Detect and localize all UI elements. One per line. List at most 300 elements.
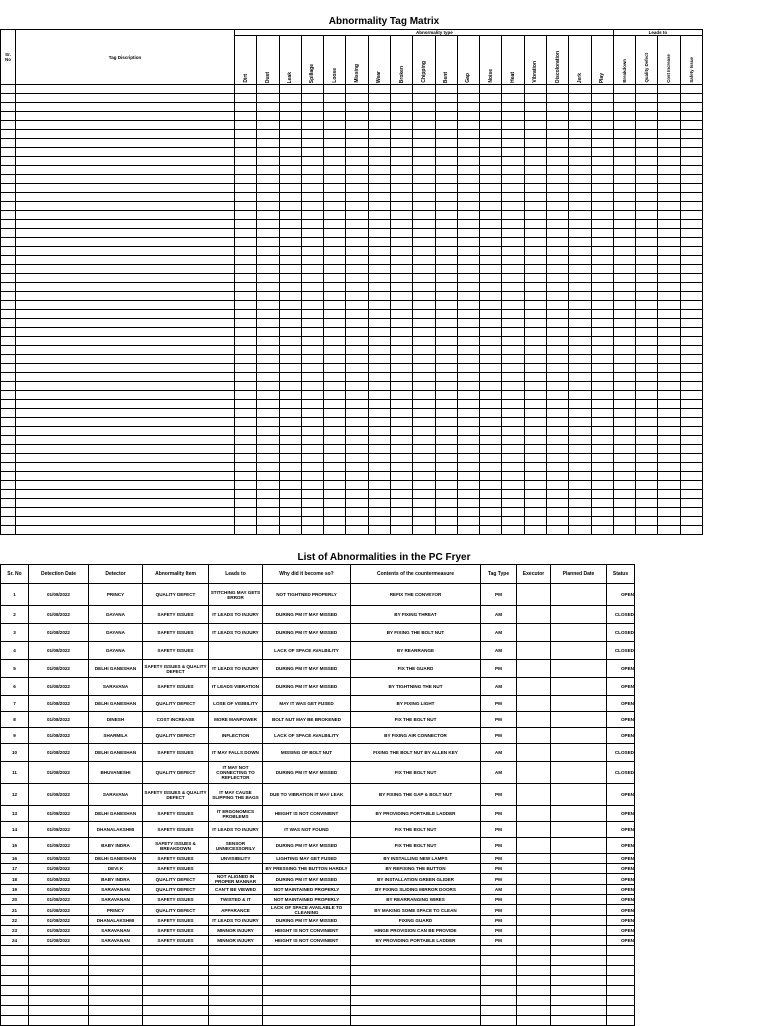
matrix-cell[interactable] xyxy=(346,427,368,436)
matrix-cell[interactable] xyxy=(279,454,301,463)
matrix-cell[interactable] xyxy=(680,418,702,427)
matrix-cell[interactable] xyxy=(502,130,524,139)
matrix-cell[interactable] xyxy=(636,85,658,94)
matrix-cell[interactable] xyxy=(390,139,412,148)
matrix-cell[interactable] xyxy=(524,157,546,166)
matrix-cell[interactable] xyxy=(435,148,457,157)
matrix-cell[interactable] xyxy=(368,85,390,94)
matrix-cell[interactable] xyxy=(301,121,323,130)
matrix-cell[interactable] xyxy=(613,157,635,166)
matrix-cell[interactable] xyxy=(457,220,479,229)
matrix-cell[interactable] xyxy=(257,328,279,337)
matrix-cell[interactable] xyxy=(457,157,479,166)
matrix-cell[interactable] xyxy=(235,526,257,535)
matrix-cell[interactable] xyxy=(502,112,524,121)
list-empty-cell[interactable] xyxy=(551,946,607,956)
matrix-cell[interactable] xyxy=(413,130,435,139)
matrix-cell[interactable] xyxy=(524,517,546,526)
matrix-cell[interactable] xyxy=(368,229,390,238)
matrix-cell[interactable] xyxy=(413,409,435,418)
matrix-cell[interactable] xyxy=(16,364,235,373)
matrix-cell[interactable] xyxy=(546,391,568,400)
list-empty-cell[interactable] xyxy=(351,956,481,966)
matrix-cell[interactable] xyxy=(480,157,502,166)
matrix-cell[interactable] xyxy=(324,481,346,490)
matrix-cell[interactable] xyxy=(1,238,16,247)
matrix-cell[interactable] xyxy=(235,472,257,481)
matrix-cell[interactable] xyxy=(502,247,524,256)
matrix-cell[interactable] xyxy=(16,175,235,184)
matrix-cell[interactable] xyxy=(457,526,479,535)
matrix-cell[interactable] xyxy=(16,238,235,247)
matrix-cell[interactable] xyxy=(368,238,390,247)
matrix-cell[interactable] xyxy=(301,220,323,229)
matrix-cell[interactable] xyxy=(390,418,412,427)
matrix-cell[interactable] xyxy=(368,445,390,454)
matrix-cell[interactable] xyxy=(324,247,346,256)
matrix-cell[interactable] xyxy=(502,283,524,292)
matrix-cell[interactable] xyxy=(390,391,412,400)
matrix-cell[interactable] xyxy=(636,355,658,364)
matrix-cell[interactable] xyxy=(457,121,479,130)
matrix-cell[interactable] xyxy=(680,517,702,526)
matrix-cell[interactable] xyxy=(680,283,702,292)
list-empty-cell[interactable] xyxy=(481,986,517,996)
matrix-cell[interactable] xyxy=(546,103,568,112)
matrix-cell[interactable] xyxy=(613,166,635,175)
matrix-cell[interactable] xyxy=(16,166,235,175)
matrix-cell[interactable] xyxy=(613,319,635,328)
matrix-cell[interactable] xyxy=(546,364,568,373)
matrix-cell[interactable] xyxy=(569,130,591,139)
matrix-cell[interactable] xyxy=(368,409,390,418)
matrix-cell[interactable] xyxy=(591,418,613,427)
list-empty-cell[interactable] xyxy=(481,966,517,976)
matrix-cell[interactable] xyxy=(680,472,702,481)
matrix-cell[interactable] xyxy=(257,103,279,112)
matrix-cell[interactable] xyxy=(546,409,568,418)
matrix-cell[interactable] xyxy=(368,355,390,364)
matrix-cell[interactable] xyxy=(235,202,257,211)
matrix-cell[interactable] xyxy=(591,499,613,508)
matrix-cell[interactable] xyxy=(1,166,16,175)
matrix-cell[interactable] xyxy=(257,490,279,499)
matrix-cell[interactable] xyxy=(235,220,257,229)
matrix-cell[interactable] xyxy=(279,94,301,103)
list-empty-cell[interactable] xyxy=(29,956,89,966)
matrix-cell[interactable] xyxy=(524,418,546,427)
matrix-cell[interactable] xyxy=(346,85,368,94)
matrix-cell[interactable] xyxy=(368,121,390,130)
matrix-cell[interactable] xyxy=(569,481,591,490)
matrix-cell[interactable] xyxy=(480,148,502,157)
matrix-cell[interactable] xyxy=(235,391,257,400)
matrix-cell[interactable] xyxy=(1,103,16,112)
matrix-cell[interactable] xyxy=(502,445,524,454)
matrix-cell[interactable] xyxy=(658,193,680,202)
matrix-cell[interactable] xyxy=(16,283,235,292)
list-empty-cell[interactable] xyxy=(263,986,351,996)
matrix-cell[interactable] xyxy=(1,409,16,418)
matrix-cell[interactable] xyxy=(16,337,235,346)
list-empty-cell[interactable] xyxy=(263,1006,351,1016)
matrix-cell[interactable] xyxy=(524,427,546,436)
matrix-cell[interactable] xyxy=(502,157,524,166)
matrix-cell[interactable] xyxy=(569,247,591,256)
list-empty-cell[interactable] xyxy=(263,996,351,1006)
matrix-cell[interactable] xyxy=(636,517,658,526)
matrix-cell[interactable] xyxy=(346,373,368,382)
matrix-cell[interactable] xyxy=(569,454,591,463)
matrix-cell[interactable] xyxy=(301,400,323,409)
matrix-cell[interactable] xyxy=(546,481,568,490)
matrix-cell[interactable] xyxy=(636,526,658,535)
matrix-cell[interactable] xyxy=(435,409,457,418)
matrix-cell[interactable] xyxy=(658,112,680,121)
matrix-cell[interactable] xyxy=(591,328,613,337)
matrix-cell[interactable] xyxy=(636,184,658,193)
matrix-cell[interactable] xyxy=(680,202,702,211)
matrix-cell[interactable] xyxy=(435,292,457,301)
matrix-cell[interactable] xyxy=(16,157,235,166)
matrix-cell[interactable] xyxy=(680,355,702,364)
matrix-cell[interactable] xyxy=(457,409,479,418)
matrix-cell[interactable] xyxy=(235,256,257,265)
matrix-cell[interactable] xyxy=(480,445,502,454)
matrix-cell[interactable] xyxy=(680,319,702,328)
matrix-cell[interactable] xyxy=(658,346,680,355)
matrix-cell[interactable] xyxy=(324,499,346,508)
matrix-cell[interactable] xyxy=(658,247,680,256)
matrix-cell[interactable] xyxy=(279,346,301,355)
list-empty-cell[interactable] xyxy=(517,946,551,956)
matrix-cell[interactable] xyxy=(480,499,502,508)
matrix-cell[interactable] xyxy=(324,130,346,139)
matrix-cell[interactable] xyxy=(16,103,235,112)
matrix-cell[interactable] xyxy=(324,526,346,535)
matrix-cell[interactable] xyxy=(346,121,368,130)
matrix-cell[interactable] xyxy=(658,229,680,238)
matrix-cell[interactable] xyxy=(324,346,346,355)
matrix-cell[interactable] xyxy=(16,499,235,508)
list-empty-cell[interactable] xyxy=(29,996,89,1006)
matrix-cell[interactable] xyxy=(591,211,613,220)
matrix-cell[interactable] xyxy=(524,454,546,463)
matrix-cell[interactable] xyxy=(680,139,702,148)
matrix-cell[interactable] xyxy=(680,391,702,400)
matrix-cell[interactable] xyxy=(435,103,457,112)
matrix-cell[interactable] xyxy=(279,292,301,301)
matrix-cell[interactable] xyxy=(546,463,568,472)
matrix-cell[interactable] xyxy=(346,400,368,409)
matrix-cell[interactable] xyxy=(279,184,301,193)
matrix-cell[interactable] xyxy=(16,391,235,400)
matrix-cell[interactable] xyxy=(301,328,323,337)
matrix-cell[interactable] xyxy=(301,463,323,472)
matrix-cell[interactable] xyxy=(636,427,658,436)
matrix-cell[interactable] xyxy=(346,346,368,355)
matrix-cell[interactable] xyxy=(502,346,524,355)
matrix-cell[interactable] xyxy=(235,400,257,409)
matrix-cell[interactable] xyxy=(16,472,235,481)
matrix-cell[interactable] xyxy=(16,346,235,355)
matrix-cell[interactable] xyxy=(368,220,390,229)
matrix-cell[interactable] xyxy=(279,256,301,265)
matrix-cell[interactable] xyxy=(279,355,301,364)
matrix-cell[interactable] xyxy=(324,427,346,436)
matrix-cell[interactable] xyxy=(16,274,235,283)
matrix-cell[interactable] xyxy=(636,346,658,355)
matrix-cell[interactable] xyxy=(16,211,235,220)
matrix-cell[interactable] xyxy=(324,319,346,328)
matrix-cell[interactable] xyxy=(435,184,457,193)
matrix-cell[interactable] xyxy=(546,490,568,499)
matrix-cell[interactable] xyxy=(1,391,16,400)
matrix-cell[interactable] xyxy=(16,517,235,526)
matrix-cell[interactable] xyxy=(235,301,257,310)
matrix-cell[interactable] xyxy=(636,436,658,445)
matrix-cell[interactable] xyxy=(636,130,658,139)
matrix-cell[interactable] xyxy=(324,445,346,454)
matrix-cell[interactable] xyxy=(480,517,502,526)
matrix-cell[interactable] xyxy=(658,418,680,427)
matrix-cell[interactable] xyxy=(1,355,16,364)
matrix-cell[interactable] xyxy=(480,139,502,148)
matrix-cell[interactable] xyxy=(524,436,546,445)
matrix-cell[interactable] xyxy=(257,418,279,427)
matrix-cell[interactable] xyxy=(301,382,323,391)
matrix-cell[interactable] xyxy=(413,463,435,472)
matrix-cell[interactable] xyxy=(346,490,368,499)
matrix-cell[interactable] xyxy=(658,148,680,157)
matrix-cell[interactable] xyxy=(301,454,323,463)
matrix-cell[interactable] xyxy=(636,247,658,256)
matrix-cell[interactable] xyxy=(591,346,613,355)
matrix-cell[interactable] xyxy=(658,202,680,211)
matrix-cell[interactable] xyxy=(680,436,702,445)
matrix-cell[interactable] xyxy=(480,337,502,346)
matrix-cell[interactable] xyxy=(435,229,457,238)
matrix-cell[interactable] xyxy=(658,319,680,328)
matrix-cell[interactable] xyxy=(613,274,635,283)
matrix-cell[interactable] xyxy=(413,175,435,184)
matrix-cell[interactable] xyxy=(413,193,435,202)
matrix-cell[interactable] xyxy=(1,472,16,481)
matrix-cell[interactable] xyxy=(390,364,412,373)
matrix-cell[interactable] xyxy=(324,337,346,346)
matrix-cell[interactable] xyxy=(346,94,368,103)
matrix-cell[interactable] xyxy=(524,211,546,220)
matrix-cell[interactable] xyxy=(569,463,591,472)
matrix-cell[interactable] xyxy=(16,490,235,499)
list-empty-cell[interactable] xyxy=(143,976,209,986)
matrix-cell[interactable] xyxy=(680,364,702,373)
list-empty-cell[interactable] xyxy=(517,996,551,1006)
matrix-cell[interactable] xyxy=(524,391,546,400)
matrix-cell[interactable] xyxy=(524,238,546,247)
matrix-cell[interactable] xyxy=(658,220,680,229)
matrix-cell[interactable] xyxy=(1,283,16,292)
matrix-cell[interactable] xyxy=(324,202,346,211)
matrix-cell[interactable] xyxy=(546,373,568,382)
matrix-cell[interactable] xyxy=(435,328,457,337)
matrix-cell[interactable] xyxy=(457,436,479,445)
matrix-cell[interactable] xyxy=(480,526,502,535)
matrix-cell[interactable] xyxy=(301,364,323,373)
matrix-cell[interactable] xyxy=(235,283,257,292)
matrix-cell[interactable] xyxy=(257,220,279,229)
matrix-cell[interactable] xyxy=(524,526,546,535)
matrix-cell[interactable] xyxy=(613,283,635,292)
matrix-cell[interactable] xyxy=(502,382,524,391)
matrix-cell[interactable] xyxy=(457,94,479,103)
matrix-cell[interactable] xyxy=(613,184,635,193)
matrix-cell[interactable] xyxy=(613,526,635,535)
list-empty-cell[interactable] xyxy=(209,946,263,956)
matrix-cell[interactable] xyxy=(457,211,479,220)
matrix-cell[interactable] xyxy=(346,112,368,121)
matrix-cell[interactable] xyxy=(680,130,702,139)
matrix-cell[interactable] xyxy=(502,418,524,427)
matrix-cell[interactable] xyxy=(235,454,257,463)
matrix-cell[interactable] xyxy=(346,499,368,508)
matrix-cell[interactable] xyxy=(301,193,323,202)
list-empty-cell[interactable] xyxy=(517,976,551,986)
matrix-cell[interactable] xyxy=(457,292,479,301)
list-empty-cell[interactable] xyxy=(551,996,607,1006)
matrix-cell[interactable] xyxy=(502,463,524,472)
matrix-cell[interactable] xyxy=(680,265,702,274)
matrix-cell[interactable] xyxy=(480,454,502,463)
matrix-cell[interactable] xyxy=(502,355,524,364)
matrix-cell[interactable] xyxy=(346,472,368,481)
matrix-cell[interactable] xyxy=(390,472,412,481)
list-empty-cell[interactable] xyxy=(551,956,607,966)
matrix-cell[interactable] xyxy=(235,166,257,175)
matrix-cell[interactable] xyxy=(413,157,435,166)
matrix-cell[interactable] xyxy=(435,526,457,535)
matrix-cell[interactable] xyxy=(235,436,257,445)
matrix-cell[interactable] xyxy=(480,409,502,418)
matrix-cell[interactable] xyxy=(457,85,479,94)
matrix-cell[interactable] xyxy=(569,265,591,274)
matrix-cell[interactable] xyxy=(613,391,635,400)
matrix-cell[interactable] xyxy=(346,328,368,337)
matrix-cell[interactable] xyxy=(324,490,346,499)
matrix-cell[interactable] xyxy=(413,364,435,373)
matrix-cell[interactable] xyxy=(257,229,279,238)
list-empty-cell[interactable] xyxy=(143,966,209,976)
list-empty-cell[interactable] xyxy=(481,996,517,1006)
matrix-cell[interactable] xyxy=(368,184,390,193)
matrix-cell[interactable] xyxy=(546,310,568,319)
matrix-cell[interactable] xyxy=(257,427,279,436)
matrix-cell[interactable] xyxy=(435,319,457,328)
matrix-cell[interactable] xyxy=(368,499,390,508)
matrix-cell[interactable] xyxy=(457,301,479,310)
matrix-cell[interactable] xyxy=(457,517,479,526)
matrix-cell[interactable] xyxy=(1,328,16,337)
matrix-cell[interactable] xyxy=(257,85,279,94)
matrix-cell[interactable] xyxy=(457,508,479,517)
matrix-cell[interactable] xyxy=(680,337,702,346)
matrix-cell[interactable] xyxy=(279,436,301,445)
matrix-cell[interactable] xyxy=(257,292,279,301)
matrix-cell[interactable] xyxy=(435,481,457,490)
list-empty-cell[interactable] xyxy=(481,1016,517,1026)
matrix-cell[interactable] xyxy=(480,481,502,490)
matrix-cell[interactable] xyxy=(546,112,568,121)
matrix-cell[interactable] xyxy=(546,499,568,508)
matrix-cell[interactable] xyxy=(480,400,502,409)
matrix-cell[interactable] xyxy=(591,175,613,184)
matrix-cell[interactable] xyxy=(524,364,546,373)
matrix-cell[interactable] xyxy=(279,472,301,481)
matrix-cell[interactable] xyxy=(390,148,412,157)
matrix-cell[interactable] xyxy=(1,94,16,103)
matrix-cell[interactable] xyxy=(658,409,680,418)
matrix-cell[interactable] xyxy=(569,382,591,391)
matrix-cell[interactable] xyxy=(636,382,658,391)
matrix-cell[interactable] xyxy=(680,301,702,310)
matrix-cell[interactable] xyxy=(480,103,502,112)
matrix-cell[interactable] xyxy=(16,94,235,103)
matrix-cell[interactable] xyxy=(658,283,680,292)
matrix-cell[interactable] xyxy=(569,175,591,184)
matrix-cell[interactable] xyxy=(390,265,412,274)
matrix-cell[interactable] xyxy=(680,310,702,319)
matrix-cell[interactable] xyxy=(257,472,279,481)
matrix-cell[interactable] xyxy=(435,256,457,265)
matrix-cell[interactable] xyxy=(680,454,702,463)
matrix-cell[interactable] xyxy=(591,139,613,148)
matrix-cell[interactable] xyxy=(591,310,613,319)
matrix-cell[interactable] xyxy=(235,238,257,247)
matrix-cell[interactable] xyxy=(235,337,257,346)
matrix-cell[interactable] xyxy=(235,229,257,238)
matrix-cell[interactable] xyxy=(368,130,390,139)
matrix-cell[interactable] xyxy=(235,418,257,427)
matrix-cell[interactable] xyxy=(502,481,524,490)
matrix-cell[interactable] xyxy=(279,166,301,175)
matrix-cell[interactable] xyxy=(16,256,235,265)
matrix-cell[interactable] xyxy=(591,103,613,112)
matrix-cell[interactable] xyxy=(636,94,658,103)
matrix-cell[interactable] xyxy=(524,139,546,148)
matrix-cell[interactable] xyxy=(569,418,591,427)
list-empty-cell[interactable] xyxy=(551,1006,607,1016)
matrix-cell[interactable] xyxy=(591,409,613,418)
matrix-cell[interactable] xyxy=(636,166,658,175)
matrix-cell[interactable] xyxy=(368,310,390,319)
matrix-cell[interactable] xyxy=(235,328,257,337)
matrix-cell[interactable] xyxy=(279,112,301,121)
matrix-cell[interactable] xyxy=(658,121,680,130)
matrix-cell[interactable] xyxy=(502,238,524,247)
matrix-cell[interactable] xyxy=(457,346,479,355)
matrix-cell[interactable] xyxy=(346,454,368,463)
matrix-cell[interactable] xyxy=(16,112,235,121)
matrix-cell[interactable] xyxy=(1,175,16,184)
matrix-cell[interactable] xyxy=(658,508,680,517)
matrix-cell[interactable] xyxy=(435,265,457,274)
matrix-cell[interactable] xyxy=(413,292,435,301)
matrix-cell[interactable] xyxy=(390,373,412,382)
matrix-cell[interactable] xyxy=(658,103,680,112)
matrix-cell[interactable] xyxy=(591,292,613,301)
matrix-cell[interactable] xyxy=(413,112,435,121)
matrix-cell[interactable] xyxy=(613,355,635,364)
